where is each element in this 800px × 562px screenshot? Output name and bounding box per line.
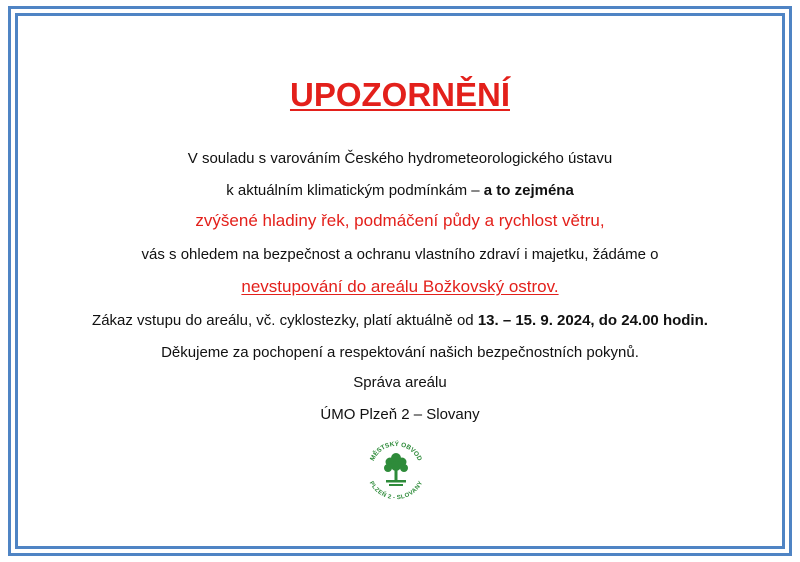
logo-text-bottom: PLZEŇ 2 - SLOVANY bbox=[367, 480, 425, 502]
notice-line-6-text: Zákaz vstupu do areálu, vč. cyklostezky, platí aktuálně od bbox=[92, 312, 478, 329]
notice bbox=[20, 20, 780, 540]
signature-line-2: ÚMO Plzeň 2 – Slovany bbox=[320, 406, 480, 423]
municipal-district-logo bbox=[364, 438, 428, 502]
logo-text-top: MĚSTSKÝ OBVOD bbox=[369, 440, 423, 463]
notice-line-5-text: nevstupování do areálu Božkovský ostrov. bbox=[241, 277, 559, 296]
notice-line-5 bbox=[20, 278, 780, 296]
notice-line-4: vás s ohledem na bezpečnost a ochranu vlastního zdraví i majetku, žádáme o bbox=[141, 246, 659, 263]
notice-line-1: V souladu s varováním Českého hydrometeorologického ústavu bbox=[187, 150, 613, 167]
notice-line-6 bbox=[20, 312, 780, 330]
notice-title: UPOZORNĚNÍ bbox=[289, 76, 510, 113]
signature-line-1: Správa areálu bbox=[353, 374, 447, 391]
notice-line-2-text: k aktuálním klimatickým podmínkám – bbox=[226, 182, 484, 199]
notice-line-2 bbox=[20, 182, 780, 200]
notice-line-6-bold: 13. – 15. 9. 2024, do 24.00 hodin. bbox=[477, 312, 708, 329]
notice-line-2-bold: a to zejména bbox=[483, 182, 574, 199]
notice-line-7: Děkujeme za pochopení a respektování našich bezpečnostních pokynů. bbox=[161, 344, 639, 361]
notice-line-3: zvýšené hladiny řek, podmáčení půdy a rychlost větru, bbox=[195, 211, 605, 230]
